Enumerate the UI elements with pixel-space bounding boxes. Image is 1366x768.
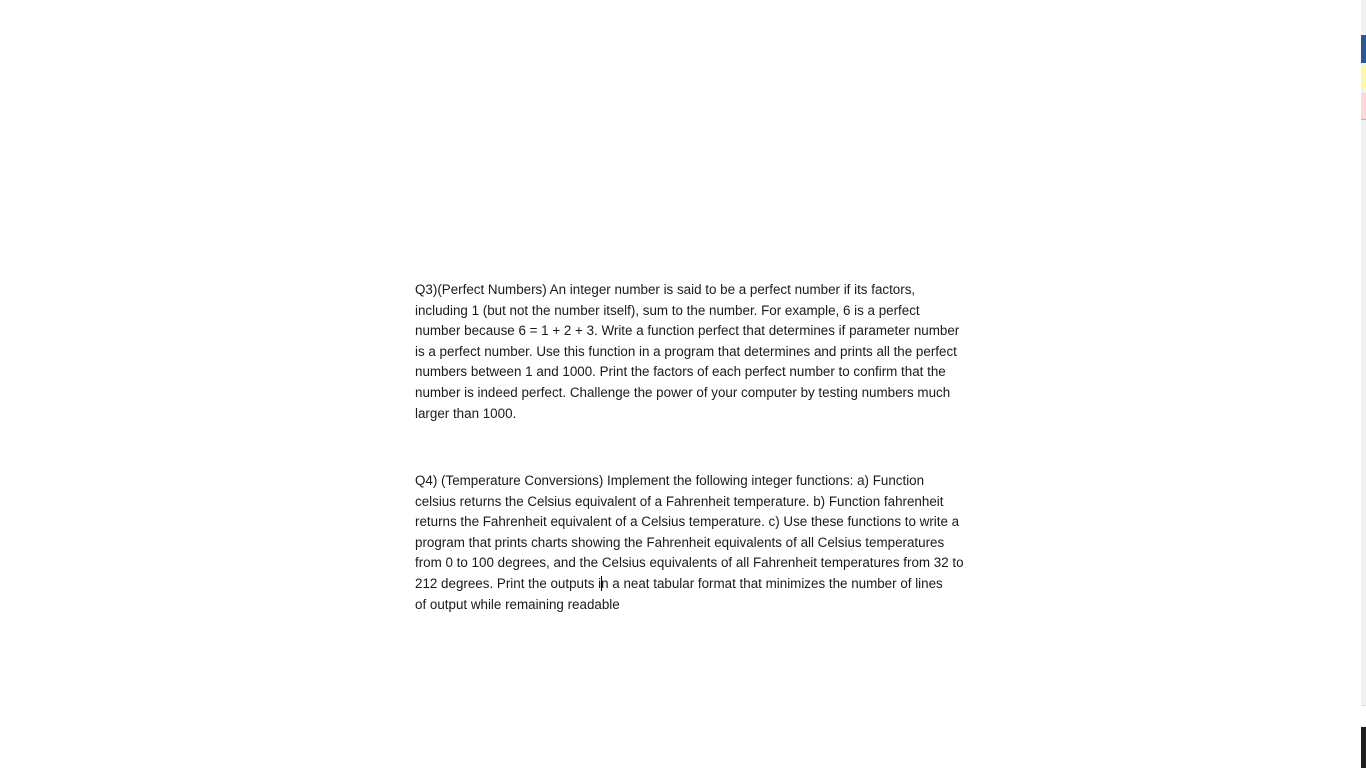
marker-divider — [1361, 119, 1366, 120]
vertical-scrollbar[interactable] — [1361, 0, 1366, 768]
question-4-paragraph[interactable] — [415, 471, 971, 615]
question-3-paragraph[interactable] — [415, 280, 971, 424]
highlight-marker-pink — [1361, 93, 1366, 119]
highlight-marker-yellow — [1361, 66, 1366, 90]
question-3-text[interactable]: Q3)(Perfect Numbers) An integer number is said to be a perfect number if its factors, including 1 (but not the number itself), sum to the number. For example, 6 is a perfect number because 6 = 1 + 2 + 3. Write a function perfect that determines if parameter number is a perfect number. Use this function in a program that determines and prints all the perfect numbers between 1 and 1000. Print the factors of each perfect number to confirm that the number is indeed perfect. Challenge the power of your computer by testing numbers much larger than 1000. — [415, 282, 960, 421]
scroll-thumb[interactable] — [1361, 35, 1366, 63]
scroll-gap — [1361, 705, 1366, 726]
question-4-text-after-caret[interactable]: n a neat tabular format that minimizes the number of lines of output while remaining readable — [415, 575, 943, 612]
question-4-text-before-caret[interactable]: Q4) (Temperature Conversions) Implement the following integer functions: a) Function celsius returns the Celsius equivalent of a Fahrenheit temperature. b) Function fahrenheit returns the Fahrenheit equivalent of a Celsius temperature. c) Use these functions to write a program that prints charts showing the Fahrenheit equivalents of all Celsius temperatures from 0 to 100 degrees, and the Celsius equivalents of all Fahrenheit temperatures from 32 to 212 degrees. Print the outputs i — [415, 473, 964, 591]
scroll-down-area[interactable] — [1361, 727, 1366, 768]
